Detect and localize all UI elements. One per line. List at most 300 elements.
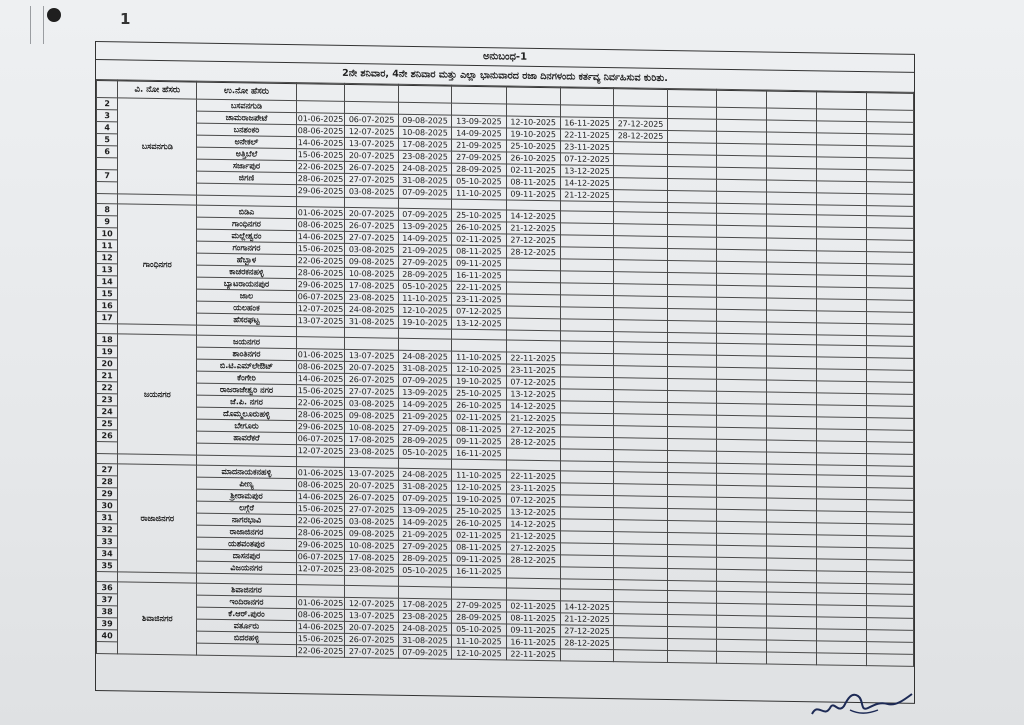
empty-cell [866,594,913,607]
serial-number-cell: 14 [97,276,118,288]
serial-number-cell: 7 [97,170,118,182]
zone-name-cell: ಶಿವಾಜಿನಗರ [118,582,197,655]
date-cell [560,555,613,568]
date-cell: 01-06-2025 [297,350,344,360]
serial-number-cell: 26 [97,430,118,442]
empty-cell [817,571,867,584]
date-cell [614,450,667,463]
date-cell [614,260,667,273]
empty-cell [717,451,767,464]
empty-cell [717,249,767,262]
empty-cell [866,134,913,147]
empty-cell [817,617,867,630]
empty-cell [717,225,767,238]
date-cell: 09-11-2025 [506,624,560,637]
serial-number-cell: 3 [97,110,118,122]
date-cell [560,507,613,520]
date-cell: 26-10-2025 [452,517,506,530]
empty-cell [667,378,717,391]
empty-cell [817,193,867,206]
empty-cell [667,212,717,225]
empty-cell [667,508,717,521]
date-cell: 23-08-2025 [345,291,398,304]
date-cell [452,587,506,600]
date-cell: 02-11-2025 [452,529,506,542]
date-cell: 08-06-2025 [297,610,344,620]
empty-cell [767,474,817,487]
date-cell: 13-07-2025 [297,316,344,326]
date-cell [506,294,560,307]
ward-name-cell: ಬೇಗೂರು [197,419,296,433]
date-cell: 20-07-2025 [345,361,398,374]
ward-name-cell: ಜೆ.ಪಿ. ನಗರ [197,395,296,409]
date-cell [614,378,667,391]
serial-number-cell: 12 [97,252,118,264]
zone-name-cell: ರಾಜಾಜಿನಗರ [118,464,197,573]
empty-cell [866,110,913,123]
empty-cell [767,428,817,441]
empty-cell [866,418,913,431]
date-cell: 23-11-2025 [506,364,560,377]
empty-cell [866,264,913,277]
date-cell [560,341,613,354]
empty-cell [767,356,817,369]
date-cell [560,471,613,484]
empty-cell [866,536,913,549]
date-cell [506,104,560,117]
date-cell [614,190,667,203]
empty-cell [817,511,867,524]
date-cell: 26-10-2025 [506,152,560,165]
empty-cell [866,560,913,573]
date-cell [560,377,613,390]
serial-number-cell: 40 [97,630,118,642]
empty-cell [767,498,817,511]
date-cell [506,306,560,319]
date-cell: 05-10-2025 [398,280,451,293]
empty-cell [817,381,867,394]
empty-cell [817,523,867,536]
empty-cell [717,591,767,604]
empty-cell [667,590,717,603]
date-cell: 21-12-2025 [560,189,613,202]
empty-cell [866,524,913,537]
date-cell: 10-08-2025 [345,421,398,434]
serial-number-cell [97,158,118,170]
empty-cell [667,484,717,497]
empty-cell [767,652,817,665]
empty-cell [866,276,913,289]
empty-cell [667,166,717,179]
date-cell [614,590,667,603]
empty-cell [717,119,767,132]
date-cell: 16-11-2025 [452,269,506,282]
date-cell: 25-10-2025 [452,209,506,222]
empty-cell [667,248,717,261]
empty-cell [717,237,767,250]
date-cell: 27-12-2025 [506,542,560,555]
date-cell: 22-06-2025 [297,646,344,656]
empty-cell [817,629,867,642]
empty-cell [817,263,867,276]
empty-cell [866,630,913,643]
date-cell [614,308,667,321]
date-cell: 15-06-2025 [297,504,344,514]
date-cell [560,223,613,236]
empty-cell [717,639,767,652]
empty-cell [817,157,867,170]
date-cell [560,283,613,296]
date-cell: 29-06-2025 [297,280,344,290]
empty-cell [667,154,717,167]
empty-cell [667,556,717,569]
serial-number-cell: 4 [97,122,118,134]
date-cell: 01-06-2025 [297,208,344,218]
date-cell: 28-09-2025 [398,552,451,565]
date-cell [560,519,613,532]
empty-cell [866,618,913,631]
empty-cell [866,312,913,325]
empty-cell [817,559,867,572]
empty-cell [667,638,717,651]
date-cell [614,472,667,485]
ward-name-cell: ಕೆಂಗೇರಿ [197,371,296,385]
date-cell: 12-07-2025 [297,564,344,574]
serial-number-cell: 17 [97,312,118,324]
date-cell: 13-07-2025 [345,609,398,622]
empty-cell [717,143,767,156]
empty-cell [866,158,913,171]
date-cell [560,495,613,508]
empty-cell [717,557,767,570]
date-cell: 08-06-2025 [297,362,344,372]
date-cell: 05-10-2025 [398,446,451,459]
date-cell [614,556,667,569]
date-cell: 28-12-2025 [506,554,560,567]
date-cell: 17-08-2025 [398,598,451,611]
empty-cell [767,522,817,535]
page-number: 1 [120,10,131,28]
empty-cell [717,321,767,334]
date-cell: 16-11-2025 [560,117,613,130]
ward-name-cell: ಶ್ರೀರಾಮಪುರ [197,489,296,503]
date-cell [560,247,613,260]
date-cell: 15-06-2025 [297,150,344,160]
empty-cell [717,343,767,356]
ward-name-cell: ಶಿವಾಜಿನಗರ [197,583,296,597]
empty-cell [667,118,717,131]
ward-name-cell: ಗಾಂಧಿನಗರ [197,217,296,231]
empty-cell [866,346,913,359]
date-cell: 13-12-2025 [560,165,613,178]
date-cell: 07-12-2025 [560,153,613,166]
date-cell [506,318,560,331]
empty-cell [717,485,767,498]
date-cell [614,414,667,427]
date-cell [560,543,613,556]
empty-cell [817,535,867,548]
date-cell: 02-11-2025 [506,164,560,177]
empty-cell [817,323,867,336]
empty-cell [667,544,717,557]
empty-cell [767,604,817,617]
empty-cell [767,592,817,605]
date-cell: 03-08-2025 [345,243,398,256]
ward-name-cell: ಕೆ.ಆರ್.ಪುರಂ [197,607,296,621]
serial-number-cell: 10 [97,228,118,240]
date-cell: 08-11-2025 [452,423,506,436]
date-cell: 21-12-2025 [506,412,560,425]
ward-name-cell: ವಿಜಯನಗರ [197,561,296,575]
date-cell [614,366,667,379]
date-cell: 12-10-2025 [452,481,506,494]
empty-cell [817,593,867,606]
date-cell: 09-08-2025 [345,255,398,268]
date-cell: 26-07-2025 [345,491,398,504]
zone-name-cell: ಗಾಂಧಿನಗರ [118,204,197,325]
date-cell: 07-12-2025 [452,305,506,318]
date-cell: 15-06-2025 [297,634,344,644]
date-cell: 07-09-2025 [398,492,451,505]
empty-cell [667,130,717,143]
empty-cell [717,569,767,582]
serial-number-cell [97,182,118,194]
date-cell [560,353,613,366]
date-cell [560,307,613,320]
empty-cell [817,499,867,512]
date-cell: 12-07-2025 [345,597,398,610]
date-cell [614,212,667,225]
date-cell [398,338,451,351]
empty-cell [866,288,913,301]
empty-cell [866,194,913,207]
date-cell: 14-06-2025 [297,138,344,148]
date-cell: 13-09-2025 [452,115,506,128]
date-cell: 31-08-2025 [398,480,451,493]
empty-cell [767,262,817,275]
empty-cell [667,520,717,533]
date-cell: 23-11-2025 [452,293,506,306]
date-cell: 22-06-2025 [297,256,344,266]
date-cell [614,284,667,297]
empty-cell [817,145,867,158]
date-cell: 12-10-2025 [452,647,506,660]
date-cell: 28-09-2025 [398,268,451,281]
date-cell: 26-07-2025 [345,633,398,646]
empty-cell [767,404,817,417]
ward-name-cell: ಮಾದನಾಯಕನಹಳ್ಳಿ [197,465,296,479]
empty-cell [817,239,867,252]
date-cell [560,259,613,272]
empty-cell [866,216,913,229]
date-cell: 22-06-2025 [297,398,344,408]
ward-name-cell: ಶಾಂತಿನಗರ [197,347,296,361]
date-cell: 15-06-2025 [297,386,344,396]
date-cell: 31-08-2025 [398,174,451,187]
empty-cell [866,488,913,501]
empty-cell [866,512,913,525]
zone-name-cell: ಬಸವನಗುಡಿ [118,98,197,195]
date-cell: 14-09-2025 [398,516,451,529]
date-cell: 06-07-2025 [345,113,398,126]
date-cell: 12-07-2025 [297,446,344,456]
date-cell: 22-06-2025 [297,162,344,172]
empty-cell [767,298,817,311]
date-cell: 28-12-2025 [506,436,560,449]
date-cell: 27-09-2025 [398,256,451,269]
date-cell: 20-07-2025 [345,479,398,492]
empty-cell [866,642,913,655]
empty-cell [866,370,913,383]
serial-number-cell: 18 [97,334,118,346]
date-cell [560,389,613,402]
date-cell: 26-07-2025 [345,219,398,232]
empty-cell [817,429,867,442]
date-cell: 24-08-2025 [398,162,451,175]
date-cell [560,425,613,438]
empty-cell [866,548,913,561]
empty-cell [767,322,817,335]
date-cell: 27-07-2025 [345,385,398,398]
date-cell: 22-11-2025 [506,352,560,365]
date-cell: 13-07-2025 [345,349,398,362]
empty-cell [717,627,767,640]
date-cell: 14-06-2025 [297,492,344,502]
date-cell: 01-06-2025 [297,598,344,608]
empty-cell [667,614,717,627]
date-cell: 14-12-2025 [506,400,560,413]
empty-cell [767,486,817,499]
date-cell: 19-10-2025 [452,375,506,388]
serial-number-cell: 9 [97,216,118,228]
date-cell [614,154,667,167]
date-cell [614,178,667,191]
date-cell: 17-08-2025 [345,433,398,446]
date-cell: 01-06-2025 [297,114,344,124]
date-cell [506,566,560,579]
date-cell: 07-09-2025 [398,208,451,221]
ward-name-cell: ಯಲಹಂಕ [197,301,296,315]
date-cell [614,544,667,557]
date-cell [560,319,613,332]
date-cell: 21-12-2025 [506,530,560,543]
serial-number-cell: 8 [97,204,118,216]
date-cell: 14-12-2025 [506,518,560,531]
serial-number-cell: 33 [97,536,118,548]
date-cell: 13-07-2025 [345,467,398,480]
ward-name-cell: ಚಾಮರಾಜಪೇಟೆ [197,111,296,125]
date-cell [506,588,560,601]
date-cell [506,340,560,353]
ward-name-cell: ಬಿದರಹಳ್ಳಿ [197,631,296,645]
date-cell [560,401,613,414]
date-cell [614,438,667,451]
date-cell: 24-08-2025 [398,350,451,363]
ward-name-cell [197,643,296,657]
empty-cell [767,368,817,381]
empty-cell [717,179,767,192]
empty-cell [866,654,913,667]
date-cell: 26-10-2025 [452,221,506,234]
empty-cell [866,406,913,419]
date-cell: 31-08-2025 [398,362,451,375]
ward-name-cell: ದಾಸನಪುರ [197,549,296,563]
date-cell: 09-08-2025 [398,114,451,127]
date-cell: 14-12-2025 [560,177,613,190]
serial-number-cell: 38 [97,606,118,618]
date-cell [452,103,506,116]
date-cell: 14-06-2025 [297,232,344,242]
date-cell [506,258,560,271]
date-cell: 28-09-2025 [452,163,506,176]
date-cell: 20-07-2025 [345,149,398,162]
ward-name-cell: ಅನೇಕಲ್ [197,135,296,149]
empty-cell [767,156,817,169]
date-cell: 14-09-2025 [398,398,451,411]
empty-cell [717,107,767,120]
date-cell: 13-12-2025 [452,317,506,330]
ward-name-cell: ಬಸವನಗುಡಿ [197,99,296,113]
empty-cell [717,651,767,664]
date-cell: 20-07-2025 [345,207,398,220]
date-cell [614,320,667,333]
serial-number-cell: 24 [97,406,118,418]
date-cell [398,586,451,599]
empty-cell [767,120,817,133]
date-cell: 27-12-2025 [560,625,613,638]
date-cell: 14-09-2025 [398,232,451,245]
empty-cell [717,191,767,204]
empty-cell [767,226,817,239]
empty-cell [817,393,867,406]
ward-name-cell: ಇಂದಿರಾನಗರ [197,595,296,609]
date-cell: 27-12-2025 [506,234,560,247]
date-cell: 14-06-2025 [297,622,344,632]
empty-cell [717,297,767,310]
empty-cell [817,121,867,134]
date-cell [345,101,398,114]
date-cell: 26-10-2025 [452,399,506,412]
empty-cell [667,450,717,463]
empty-cell [667,354,717,367]
empty-cell [667,260,717,273]
date-cell: 28-12-2025 [614,130,667,143]
date-cell: 16-11-2025 [452,565,506,578]
date-cell: 27-09-2025 [452,599,506,612]
empty-cell [767,380,817,393]
date-cell: 28-09-2025 [452,611,506,624]
date-cell: 08-11-2025 [452,245,506,258]
date-cell: 21-09-2025 [398,410,451,423]
empty-cell [817,405,867,418]
date-cell: 25-10-2025 [452,505,506,518]
empty-cell [817,369,867,382]
empty-cell [817,215,867,228]
date-cell [560,483,613,496]
empty-cell [717,261,767,274]
empty-cell [717,509,767,522]
header-ward: ಉ.ನೋ ಹೆಸರು [197,81,296,101]
ward-name-cell: ಜಯನಗರ [197,335,296,349]
empty-cell [717,545,767,558]
empty-cell [817,133,867,146]
date-cell [296,101,345,114]
empty-cell [817,109,867,122]
ward-name-cell: ಗಂಗಾನಗರ [197,241,296,255]
empty-cell [866,300,913,313]
date-cell: 28-06-2025 [297,174,344,184]
empty-cell [667,272,717,285]
